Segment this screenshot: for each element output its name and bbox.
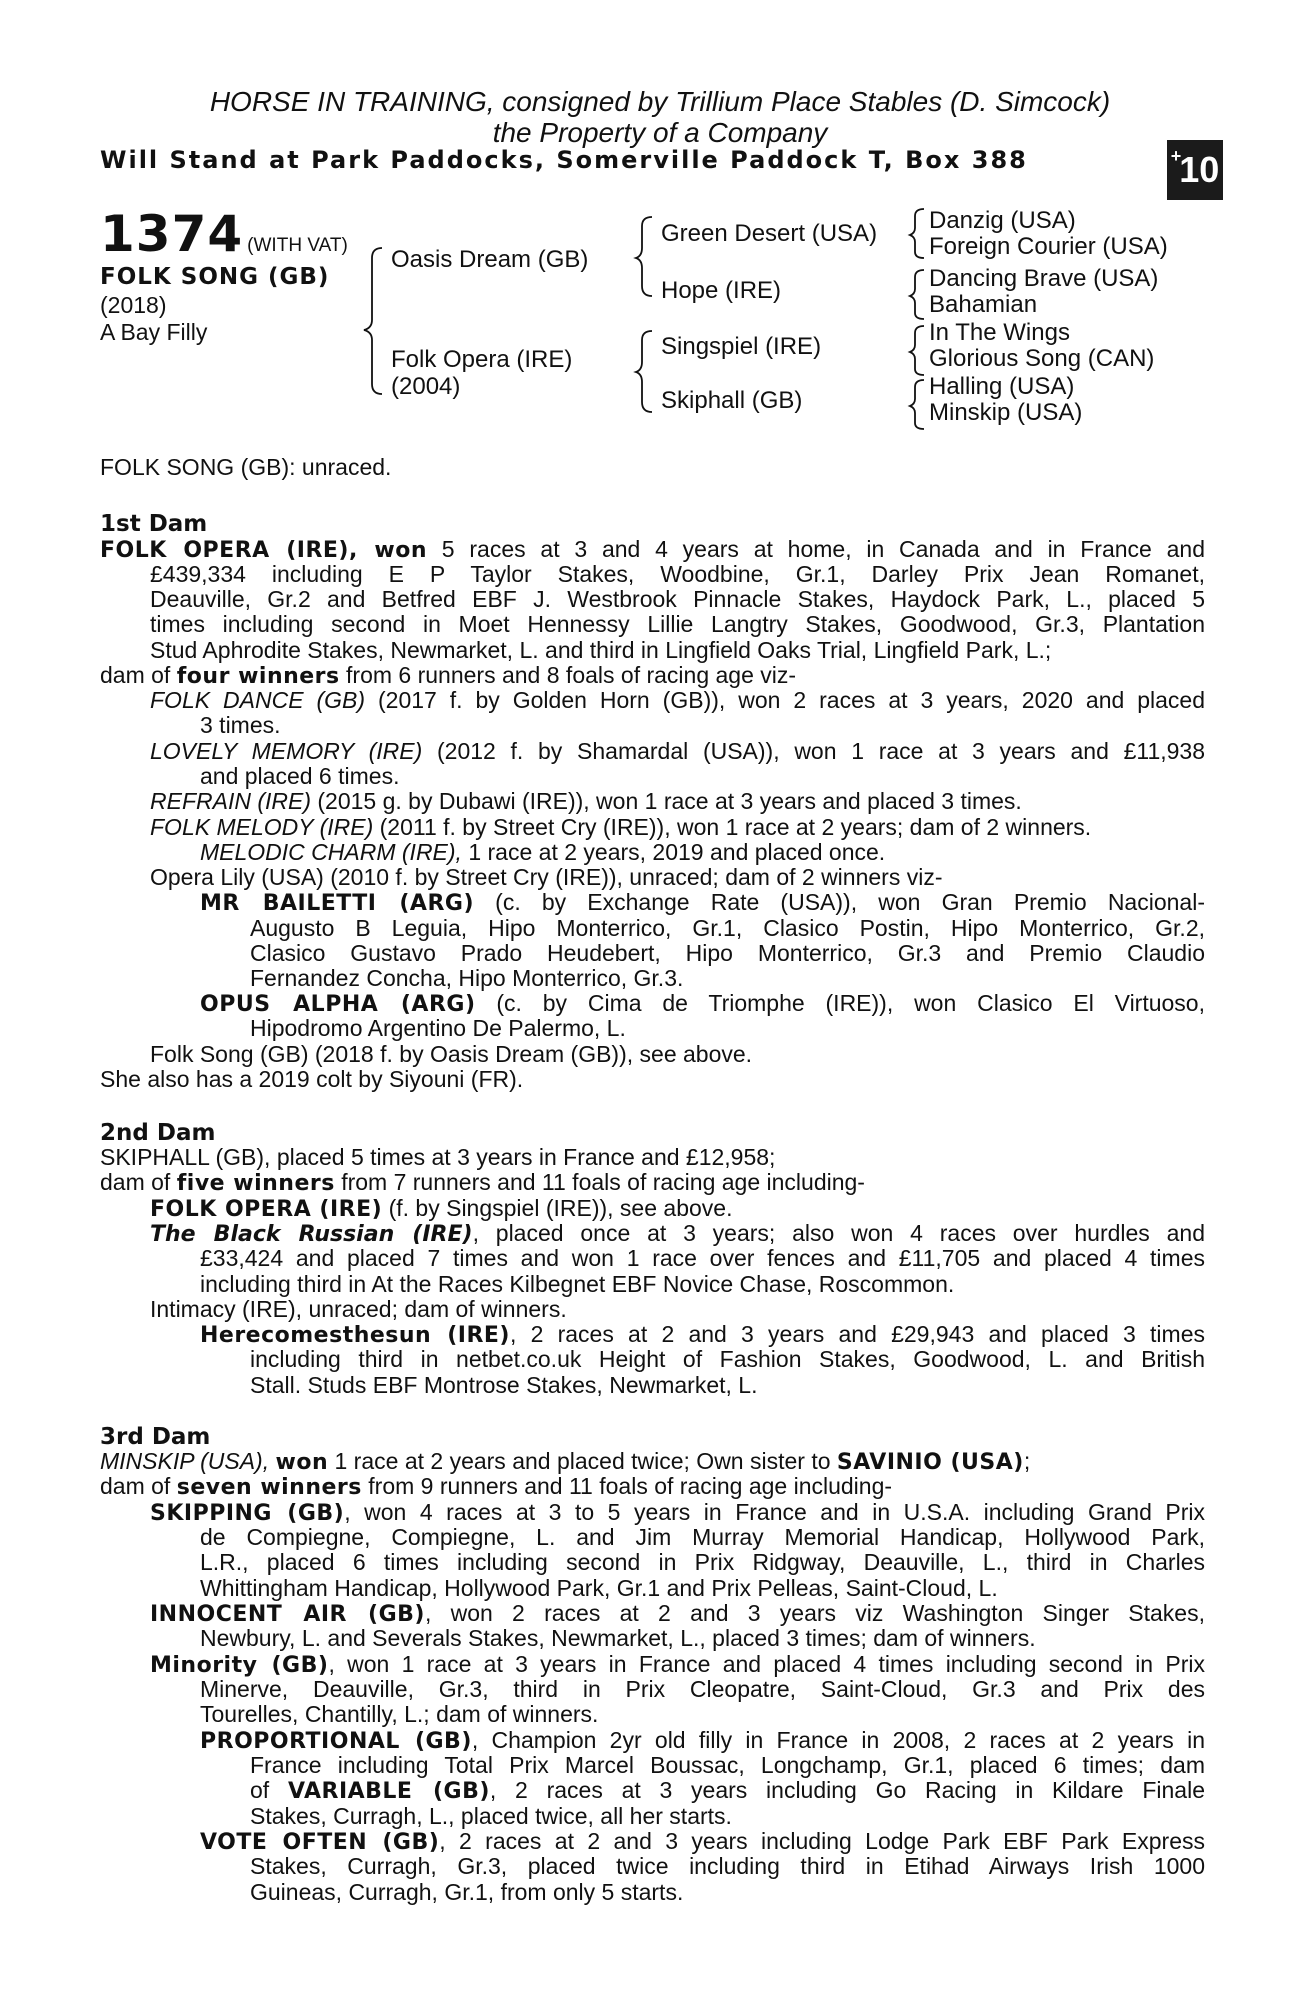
third-dam-proportional: PROPORTIONAL (GB), Champion 2yr old filly in France in 2008, 2 races at 2 years in	[200, 1727, 1205, 1754]
produce-opera-lily: Opera Lily (USA) (2010 f. by Street Cry (IRE)), unraced; dam of 2 winners viz-	[150, 864, 943, 890]
sire-dam: Hope (IRE)	[661, 277, 782, 304]
produce-folk-dance-cont: 3 times.	[200, 712, 281, 738]
gen3-ddd: Minskip (USA)	[929, 399, 1083, 426]
third-dam-skipping-2: de Compiegne, Compiegne, L. and Jim Murray Memorial Handicap, Hollywood Park,	[200, 1524, 1205, 1550]
third-dam-vote-often-2: Stakes, Curragh, Gr.3, placed twice including third in Etihad Airways Irish 1000	[250, 1853, 1205, 1879]
gen3-brace-2	[910, 270, 924, 319]
consignor-line: HORSE IN TRAINING, consigned by Trillium Place Stables (D. Simcock)	[209, 86, 1111, 117]
dam-dam: Skiphall (GB)	[661, 387, 803, 414]
third-dam-line-1: MINSKIP (USA), won 1 race at 2 years and placed twice; Own sister to SAVINIO (USA);	[100, 1448, 1031, 1475]
dam-sire: Singspiel (IRE)	[661, 333, 822, 360]
vat-label: (WITH VAT)	[247, 235, 348, 256]
produce-opus-alpha-2: Hipodromo Argentino De Palermo, L.	[250, 1015, 626, 1041]
second-dam-black-russian-3: including third in At the Races Kilbegnet EBF Novice Chase, Roscommon.	[200, 1271, 955, 1297]
produce-mr-bailetti-3: Clasico Gustavo Prado Heudebert, Hipo Monterrico, Gr.3 and Premio Claudio	[250, 940, 1205, 966]
gen2-dam-brace	[636, 331, 652, 412]
dam: Folk Opera (IRE)	[391, 346, 573, 373]
produce-mr-bailetti: MR BAILETTI (ARG) (c. by Exchange Rate (USA)), won Gran Premio Nacional-	[200, 889, 1205, 916]
gen3-sss: Danzig (USA)	[929, 207, 1076, 234]
sire-sire: Green Desert (USA)	[661, 220, 878, 247]
produce-melodic-charm: MELODIC CHARM (IRE), 1 race at 2 years, 2019 and placed once.	[200, 839, 886, 865]
second-dam-herecomesthesun-2: including third in netbet.co.uk Height of Fashion Stakes, Goodwood, L. and British	[250, 1346, 1205, 1372]
third-dam-minority-2: Minerve, Deauville, Gr.3, third in Prix Cleopatre, Saint-Cloud, Gr.3 and Prix des	[200, 1676, 1205, 1702]
third-dam-vote-often: VOTE OFTEN (GB), 2 races at 2 and 3 years including Lodge Park EBF Park Express	[200, 1828, 1205, 1855]
third-dam-skipping: SKIPPING (GB), won 4 races at 3 to 5 years in France and in U.S.A. including Grand Prix	[150, 1499, 1206, 1526]
gen3-brace-1	[910, 209, 924, 258]
gen3-ssd: Foreign Courier (USA)	[929, 233, 1168, 260]
produce-mr-bailetti-4: Fernandez Concha, Hipo Monterrico, Gr.3.	[250, 965, 684, 991]
gen1-brace	[364, 248, 382, 394]
first-dam-line-3: Deauville, Gr.2 and Betfred EBF J. Westbrook Pinnacle Stakes, Haydock Park, L., placed 5	[150, 586, 1205, 612]
first-dam-line-1	[100, 537, 1205, 563]
first-dam-line-5: Stud Aphrodite Stakes, Newmarket, L. and third in Lingfield Oaks Trial, Lingfield Park, L.;	[150, 637, 1052, 663]
second-dam-produce-summary: dam of five winners from 7 runners and 11 foals of racing age including-	[100, 1169, 865, 1196]
second-dam-black-russian: The Black Russian (IRE), placed once at 3 years; also won 4 races over hurdles and	[150, 1220, 1205, 1247]
third-dam-produce-summary: dam of seven winners from 9 runners and 11 foals of racing age including-	[100, 1473, 893, 1500]
produce-lovely-memory-cont: and placed 6 times.	[200, 763, 400, 789]
third-dam-proportional-4: Stakes, Curragh, L., placed twice, all her starts.	[250, 1803, 732, 1829]
third-dam-minority: Minority (GB), won 1 race at 3 years in France and placed 4 times including second in Prix	[150, 1651, 1205, 1678]
stand-location: Will Stand at Park Paddocks, Somerville Paddock T, Box 388	[100, 146, 1028, 174]
second-dam-black-russian-2: £33,424 and placed 7 times and won 1 race over fences and £11,705 and placed 4 times	[200, 1245, 1205, 1271]
produce-refrain: REFRAIN (IRE) (2015 g. by Dubawi (IRE)), won 1 race at 3 years and placed 3 times.	[150, 788, 1022, 814]
third-dam-heading: 3rd Dam	[100, 1424, 211, 1450]
third-dam-minority-3: Tourelles, Chantilly, L.; dam of winners.	[200, 1701, 599, 1727]
second-dam-herecomesthesun: Herecomesthesun (IRE), 2 races at 2 and 3 years and £29,943 and placed 3 times	[200, 1321, 1205, 1348]
produce-folk-dance: FOLK DANCE (GB) (2017 f. by Golden Horn (GB)), won 2 races at 3 years, 2020 and placed	[150, 687, 1205, 713]
third-dam-innocent-air: INNOCENT AIR (GB), won 2 races at 2 and 3 years viz Washington Singer Stakes,	[150, 1600, 1205, 1627]
third-dam-skipping-3: L.R., placed 6 times including second in Prix Ridgway, Deauville, L., third in Charles	[200, 1549, 1205, 1575]
third-dam-innocent-air-2: Newbury, L. and Severals Stakes, Newmarket, L., placed 3 times; dam of winners.	[200, 1625, 1036, 1651]
third-dam-proportional-3: of VARIABLE (GB), 2 races at 3 years including Go Racing in Kildare Finale	[250, 1777, 1205, 1804]
badge-number: 10	[1179, 149, 1220, 190]
horse-name: FOLK SONG (GB)	[100, 264, 330, 290]
first-dam-heading: 1st Dam	[100, 511, 208, 537]
produce-folk-song: Folk Song (GB) (2018 f. by Oasis Dream (GB)), see above.	[150, 1041, 753, 1067]
horse-year: (2018)	[100, 292, 167, 318]
produce-opus-alpha: OPUS ALPHA (ARG) (c. by Cima de Triomphe (IRE)), won Clasico El Virtuoso,	[200, 990, 1205, 1017]
produce-mr-bailetti-2: Augusto B Leguia, Hipo Monterrico, Gr.1, Clasico Postin, Hipo Monterrico, Gr.2,	[250, 915, 1205, 941]
first-dam-produce-summary: dam of four winners from 6 runners and 8 foals of racing age viz-	[100, 662, 797, 689]
second-dam-line-1: SKIPHALL (GB), placed 5 times at 3 years in France and £12,958;	[100, 1144, 776, 1170]
gen3-dsd: Glorious Song (CAN)	[929, 345, 1155, 372]
lot-number: 1374	[100, 205, 244, 263]
third-dam-proportional-2: France including Total Prix Marcel Boussac, Longchamp, Gr.1, placed 6 times; dam	[250, 1752, 1205, 1778]
gen3-dds: Halling (USA)	[929, 373, 1075, 400]
race-summary: FOLK SONG (GB): unraced.	[100, 454, 392, 480]
produce-folk-melody: FOLK MELODY (IRE) (2011 f. by Street Cry (IRE)), won 1 race at 2 years; dam of 2 winners.	[150, 814, 1092, 840]
dam-year: (2004)	[391, 373, 461, 400]
first-dam-also: She also has a 2019 colt by Siyouni (FR).	[100, 1066, 524, 1092]
pedigree-braces	[0, 0, 1314, 440]
produce-lovely-memory: LOVELY MEMORY (IRE) (2012 f. by Shamardal (USA)), won 1 race at 3 years and £11,938	[150, 738, 1206, 764]
gen3-brace-4	[910, 380, 924, 429]
gen3-brace-3	[910, 326, 924, 375]
first-dam-line-4: times including second in Moet Hennessy Lillie Langtry Stakes, Goodwood, Gr.3, Plantation	[150, 611, 1205, 637]
second-dam-herecomesthesun-3: Stall. Studs EBF Montrose Stakes, Newmarket, L.	[250, 1372, 758, 1398]
third-dam-skipping-4: Whittingham Handicap, Hollywood Park, Gr.1 and Prix Pelleas, Saint-Cloud, L.	[200, 1575, 998, 1601]
gen3-sds: Dancing Brave (USA)	[929, 265, 1159, 292]
horse-description: A Bay Filly	[100, 319, 208, 345]
first-dam-line-1-text: 5 races at 3 and 4 years at home, in Canada and in France and	[441, 536, 1205, 562]
gen3-sdd: Bahamian	[929, 291, 1038, 318]
third-dam-vote-often-3: Guineas, Curragh, Gr.1, from only 5 starts.	[250, 1879, 684, 1905]
badge-plus: +	[1170, 145, 1182, 166]
gen3-dss: In The Wings	[929, 319, 1070, 346]
second-dam-folk-opera: FOLK OPERA (IRE) (f. by Singspiel (IRE)), see above.	[150, 1195, 733, 1222]
sire: Oasis Dream (GB)	[391, 246, 589, 273]
first-dam-line-2: £439,334 including E P Taylor Stakes, Woodbine, Gr.1, Darley Prix Jean Romanet,	[150, 561, 1205, 587]
second-dam-intimacy: Intimacy (IRE), unraced; dam of winners.	[150, 1296, 567, 1322]
second-dam-heading: 2nd Dam	[100, 1120, 216, 1146]
gen2-sire-brace	[636, 217, 652, 296]
first-dam-name: FOLK OPERA (IRE), won	[100, 538, 427, 563]
property-line: the Property of a Company	[492, 117, 828, 148]
